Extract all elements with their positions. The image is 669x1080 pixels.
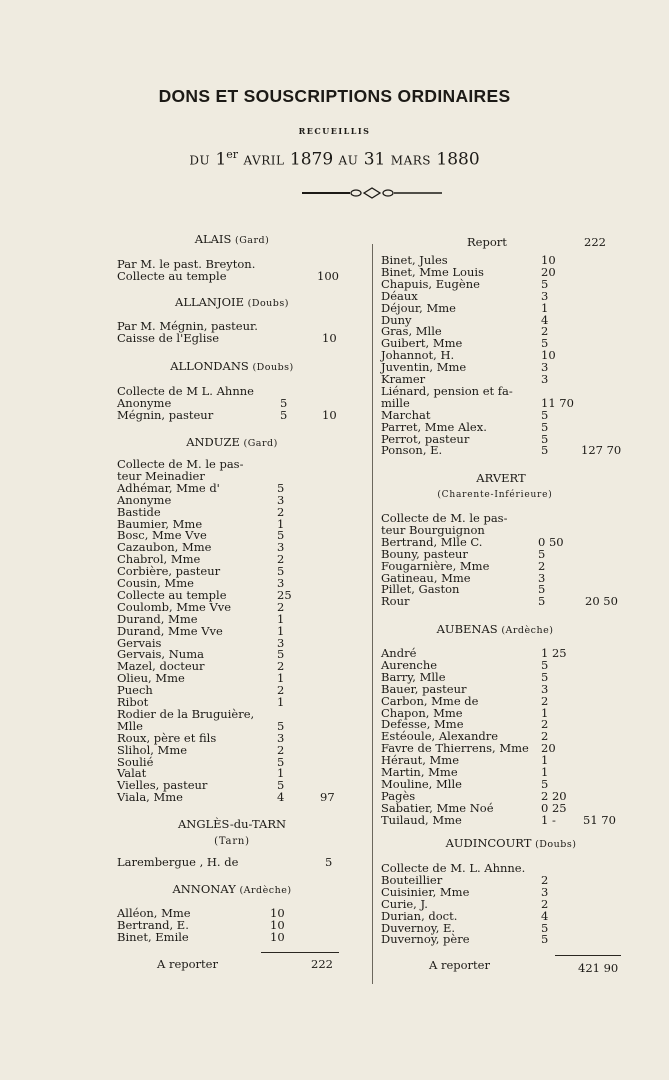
list-item bbox=[381, 790, 621, 802]
recueillis-label: RECUEILLIS bbox=[298, 126, 371, 136]
entry-amount: 1 bbox=[277, 623, 285, 638]
entry-name: Durand, Mme Vve bbox=[117, 623, 223, 638]
entry-amount: 5 bbox=[541, 419, 549, 434]
entry-amount: 5 bbox=[541, 932, 549, 947]
entry-name: Binet, Mme Louis bbox=[381, 264, 484, 279]
entry-amount: 10 bbox=[541, 253, 556, 267]
list-item bbox=[381, 933, 621, 945]
entry-amount: 4 bbox=[541, 908, 549, 923]
date-au: AU bbox=[338, 153, 359, 168]
entry-total: 100 bbox=[317, 268, 339, 283]
entry-amount: 5 bbox=[541, 776, 549, 791]
list-item bbox=[117, 494, 347, 506]
section-heading bbox=[117, 233, 347, 247]
entry-name: Defesse, Mme bbox=[381, 717, 464, 732]
entry-name: Gatineau, Mme bbox=[381, 570, 471, 585]
entry-amount: 5 bbox=[277, 718, 285, 733]
entry-total: 10 bbox=[322, 330, 337, 345]
date-du: DU bbox=[189, 153, 211, 168]
list-item bbox=[117, 756, 347, 768]
entry-name: Gervais, Numa bbox=[117, 647, 204, 662]
entry-name: Valat bbox=[117, 766, 147, 781]
date-day1: 1 bbox=[215, 149, 227, 170]
entry-amount: 3 bbox=[277, 576, 285, 590]
entry-name: Ribot bbox=[117, 695, 149, 709]
entry-name: Vielles, pasteur bbox=[117, 778, 208, 793]
entry-name: Rour bbox=[381, 594, 410, 609]
entry-amount: 2 20 bbox=[541, 788, 567, 803]
section-heading bbox=[381, 472, 621, 485]
list-item bbox=[381, 595, 621, 607]
list-item bbox=[381, 302, 621, 314]
entry-amount: 25 bbox=[277, 587, 292, 602]
entry-name: Collecte de M. le pas- bbox=[117, 457, 244, 471]
date-year1: 1879 bbox=[289, 149, 334, 170]
entry-name: Parret, Mme Alex. bbox=[381, 419, 487, 434]
entry-amount: 11 70 bbox=[541, 395, 574, 410]
list-item bbox=[117, 409, 347, 421]
entry-name: Estéoule, Alexandre bbox=[381, 729, 499, 744]
entry-amount: 2 bbox=[277, 742, 285, 757]
footer-rule bbox=[555, 955, 621, 956]
entry-amount: 1 bbox=[541, 300, 549, 315]
entry-name: Mlle bbox=[117, 718, 143, 733]
entry-name: Durand, Mme bbox=[117, 611, 198, 626]
list-item bbox=[381, 290, 621, 302]
section-heading bbox=[117, 883, 347, 897]
entry-amount: 5 bbox=[541, 431, 549, 446]
entry-amount: 1 bbox=[277, 516, 285, 531]
entry-name: Barry, Mlle bbox=[381, 669, 446, 684]
entry-name: Johannot, H. bbox=[381, 348, 455, 363]
entry-name: Perrot, pasteur bbox=[381, 431, 470, 446]
entry-amount: 2 bbox=[277, 683, 285, 698]
section-place: ANGLÈS-du-TARN bbox=[177, 817, 287, 831]
entry-name: Déaux bbox=[381, 288, 418, 303]
entry-name: Carbon, Mme de bbox=[381, 693, 479, 708]
entry-name: Mégnin, pasteur bbox=[117, 407, 214, 422]
section-region: (Charente-Inférieure) bbox=[437, 490, 553, 500]
list-item bbox=[381, 536, 621, 548]
section-heading bbox=[117, 818, 347, 831]
entry-name: Collecte au temple bbox=[117, 268, 227, 283]
section-place: ALAIS bbox=[194, 232, 232, 246]
reporter-total: 222 bbox=[311, 957, 333, 971]
list-item bbox=[117, 625, 347, 637]
date-year2: 1880 bbox=[436, 149, 480, 170]
entry-amount: 5 bbox=[277, 564, 285, 579]
section-region: (Gard) bbox=[235, 235, 270, 246]
reporter-label: A reporter bbox=[157, 957, 218, 971]
entry-amount: 3 bbox=[538, 570, 546, 585]
entry-name: Collecte au temple bbox=[117, 587, 227, 602]
entry-amount: 5 bbox=[277, 647, 285, 662]
entry-name: Tuilaud, Mme bbox=[381, 812, 462, 827]
section-heading bbox=[117, 360, 347, 374]
entry-name: teur Meinadier bbox=[117, 468, 205, 483]
list-item bbox=[381, 444, 621, 456]
entry-name: Coulomb, Mme Vve bbox=[117, 599, 232, 614]
entry-amount: 5 bbox=[277, 754, 285, 769]
entry-name: Binet, Jules bbox=[381, 253, 448, 267]
entry-amount: 10 bbox=[270, 906, 285, 920]
entry-amount: 5 bbox=[280, 395, 288, 410]
entry-name: Mouline, Mlle bbox=[381, 776, 462, 791]
entry-name: teur Bourguignon bbox=[381, 522, 485, 537]
entry-name: Bertrand, E. bbox=[117, 917, 189, 932]
entry-name: Chapuis, Eugène bbox=[381, 276, 480, 291]
entry-name: Binet, Emile bbox=[117, 929, 189, 944]
list-item bbox=[117, 506, 347, 518]
entry-name: Caisse de l'Eglise bbox=[117, 330, 220, 345]
list-item bbox=[381, 548, 621, 560]
entry-name: Pillet, Gaston bbox=[381, 582, 460, 597]
entry-amount: 3 bbox=[541, 884, 549, 899]
entry-total: 51 70 bbox=[583, 812, 616, 827]
entry-name: Duvernoy, E. bbox=[381, 920, 456, 935]
entry-amount: 5 bbox=[280, 407, 288, 422]
entry-amount: 4 bbox=[541, 312, 549, 327]
list-item bbox=[381, 695, 621, 707]
entry-name: Duvernoy, père bbox=[381, 932, 470, 947]
list-item bbox=[381, 814, 621, 826]
entry-amount: 3 bbox=[541, 360, 549, 375]
entry-name: Collecte de M. le pas- bbox=[381, 511, 508, 525]
entry-name: Collecte de M. L. Ahnne. bbox=[381, 861, 526, 875]
entry-name: Corbière, pasteur bbox=[117, 564, 221, 579]
entry-total: 127 70 bbox=[581, 443, 622, 458]
section-place: ANNONAY bbox=[172, 882, 236, 896]
entry-amount: 20 bbox=[541, 264, 556, 279]
entry-amount: 2 bbox=[277, 599, 285, 614]
section-heading bbox=[117, 436, 347, 450]
entry-amount: 1 bbox=[541, 753, 549, 768]
list-item bbox=[117, 601, 347, 613]
entry-name: Collecte de M L. Ahnne bbox=[117, 384, 254, 398]
entry-total: 20 50 bbox=[585, 594, 618, 609]
list-item bbox=[381, 385, 621, 397]
entry-amount: 1 bbox=[277, 671, 285, 686]
section-region: (Ardèche) bbox=[239, 885, 292, 896]
footer-rule bbox=[261, 952, 339, 953]
entry-name: Olieu, Mme bbox=[117, 671, 185, 686]
entry-name: Bosc, Mme Vve bbox=[117, 528, 207, 543]
section-heading bbox=[401, 837, 621, 851]
entry-amount: 3 bbox=[541, 372, 549, 386]
report-line bbox=[381, 236, 621, 248]
entry-amount: 3 bbox=[541, 288, 549, 303]
section-region: (Doubs) bbox=[535, 839, 577, 850]
section-place: AUBENAS bbox=[436, 622, 498, 636]
entry-name: Gervais bbox=[117, 635, 162, 650]
entry-amount: 10 bbox=[270, 917, 285, 932]
entry-name: Par M. Mégnin, pasteur. bbox=[117, 319, 258, 333]
entry-amount: 5 bbox=[541, 669, 549, 684]
entry-name: Kramer bbox=[381, 372, 426, 386]
page-title: DONS ET SOUSCRIPTIONS ORDINAIRES bbox=[158, 86, 511, 106]
entry-amount: 2 bbox=[541, 717, 549, 732]
entry-name: Chapon, Mme bbox=[381, 705, 463, 720]
section-region: (Ardèche) bbox=[501, 625, 554, 636]
entry-total: 97 bbox=[320, 790, 335, 805]
entry-amount: 3 bbox=[541, 681, 549, 696]
entry-name: Baumier, Mme bbox=[117, 516, 203, 531]
section-region: (Doubs) bbox=[252, 362, 294, 373]
section-place: ARVERT bbox=[476, 471, 526, 485]
entry-amount: 2 bbox=[541, 693, 549, 708]
entry-amount: 5 bbox=[541, 407, 549, 422]
entry-name: Bastide bbox=[117, 504, 161, 519]
entry-name: Favre de Thierrens, Mme bbox=[381, 741, 529, 756]
list-item bbox=[381, 886, 621, 898]
list-item bbox=[381, 671, 621, 683]
entry-amount: 3 bbox=[277, 730, 285, 745]
section-region: (Gard) bbox=[243, 438, 278, 449]
section-region: (Doubs) bbox=[247, 298, 289, 309]
entry-amount: 5 bbox=[541, 443, 549, 458]
entry-name: Slihol, Mme bbox=[117, 742, 188, 757]
entry-name: Aurenche bbox=[381, 657, 438, 672]
entry-amount: 5 bbox=[538, 582, 546, 597]
entry-amount: 10 bbox=[270, 929, 285, 944]
entry-name: André bbox=[381, 646, 417, 660]
entry-amount: 2 bbox=[277, 659, 285, 674]
entry-name: Durian, doct. bbox=[381, 908, 458, 923]
list-item bbox=[117, 931, 347, 943]
entry-amount: 5 bbox=[538, 546, 546, 561]
list-item bbox=[381, 778, 621, 790]
list-item bbox=[381, 898, 621, 910]
entry-name: Gras, Mlle bbox=[381, 324, 442, 339]
list-item bbox=[117, 732, 347, 744]
entry-name: Alléon, Mme bbox=[117, 906, 191, 920]
entry-name: Liénard, pension et fa- bbox=[381, 383, 513, 398]
entry-name: Duny bbox=[381, 312, 412, 327]
list-item bbox=[381, 910, 621, 922]
entry-amount: 1 bbox=[277, 611, 285, 626]
entry-name: Mazel, docteur bbox=[117, 659, 205, 674]
entry-name: Cousin, Mme bbox=[117, 576, 194, 590]
section-place: AUDINCOURT bbox=[445, 836, 532, 850]
list-item bbox=[381, 278, 621, 290]
entry-name: Anonyme bbox=[117, 492, 172, 507]
date-er: er bbox=[226, 148, 239, 161]
entry-name: Chabrol, Mme bbox=[117, 552, 201, 567]
entry-total: 5 bbox=[325, 855, 333, 869]
list-item bbox=[117, 791, 347, 803]
list-item bbox=[117, 744, 347, 756]
entry-amount: 0 50 bbox=[538, 534, 564, 549]
left-column bbox=[117, 0, 347, 1080]
entry-name: Guibert, Mme bbox=[381, 336, 463, 351]
entry-name: Anonyme bbox=[117, 395, 172, 410]
section-place: ALLONDANS bbox=[170, 359, 249, 373]
list-item bbox=[117, 684, 347, 696]
list-item bbox=[381, 397, 621, 409]
entry-amount: 2 bbox=[277, 552, 285, 567]
entry-amount: 0 25 bbox=[541, 800, 567, 815]
list-item bbox=[117, 613, 347, 625]
entry-name: Juventin, Mme bbox=[381, 360, 467, 375]
entry-name: Roux, père et fils bbox=[117, 730, 217, 745]
reporter-total: 421 90 bbox=[578, 961, 619, 975]
report-amount: 222 bbox=[584, 235, 606, 249]
entry-amount: 2 bbox=[277, 504, 285, 519]
entry-total: 10 bbox=[322, 407, 337, 422]
entry-amount: 5 bbox=[541, 657, 549, 672]
entry-amount: 2 bbox=[541, 729, 549, 744]
list-item bbox=[117, 482, 347, 494]
list-item bbox=[117, 720, 347, 732]
reporter-label: A reporter bbox=[429, 958, 490, 972]
entry-name: mille bbox=[381, 395, 410, 410]
entry-amount: 5 bbox=[541, 276, 549, 291]
date-mars: MARS bbox=[390, 153, 431, 168]
entry-amount: 1 bbox=[277, 766, 285, 781]
entry-name: Soulié bbox=[117, 754, 154, 769]
entry-name: Curie, J. bbox=[381, 896, 428, 911]
entry-amount: 5 bbox=[538, 594, 546, 609]
list-item bbox=[381, 683, 621, 695]
section-heading bbox=[117, 296, 347, 310]
list-item bbox=[381, 421, 621, 433]
section-place: ANDUZE bbox=[186, 435, 240, 449]
entry-name: Fougarnière, Mme bbox=[381, 558, 490, 573]
entry-amount: 1 bbox=[541, 705, 549, 720]
entry-name: Cuisinier, Mme bbox=[381, 884, 470, 899]
list-item bbox=[117, 856, 347, 868]
entry-amount: 3 bbox=[277, 635, 285, 650]
section-place: ALLANJOIE bbox=[175, 295, 244, 309]
list-item bbox=[117, 270, 347, 282]
date-avril: AVRIL bbox=[243, 153, 285, 168]
entry-amount: 2 bbox=[541, 896, 549, 911]
entry-amount: 2 bbox=[541, 872, 549, 887]
entry-amount: 4 bbox=[277, 790, 285, 805]
entry-name: Viala, Mme bbox=[117, 790, 183, 805]
entry-name: Pagès bbox=[381, 788, 416, 803]
entry-name: Adhémar, Mme d' bbox=[117, 480, 220, 495]
entry-amount: 3 bbox=[277, 540, 285, 555]
entry-amount: 2 bbox=[541, 324, 549, 339]
right-column bbox=[381, 0, 621, 1080]
entry-amount: 2 bbox=[538, 558, 546, 573]
entry-name: Bertrand, Mlle C. bbox=[381, 534, 483, 549]
entry-amount: 1 25 bbox=[541, 646, 567, 660]
entry-amount: 1 bbox=[277, 695, 285, 709]
entry-name: Rodier de la Bruguière, bbox=[117, 706, 255, 721]
entry-amount: 5 bbox=[277, 528, 285, 543]
entry-name: Sabatier, Mme Noé bbox=[381, 800, 494, 815]
entry-name: Bouny, pasteur bbox=[381, 546, 468, 561]
column-divider bbox=[372, 244, 373, 984]
entry-name: Puech bbox=[117, 683, 153, 698]
entry-name: Déjour, Mme bbox=[381, 300, 456, 315]
entry-name: Par M. le past. Breyton. bbox=[117, 257, 256, 271]
entry-name: Bauer, pasteur bbox=[381, 681, 467, 696]
entry-amount: 1 bbox=[541, 765, 549, 779]
date-day2: 31 bbox=[363, 149, 386, 170]
section-heading bbox=[369, 623, 621, 637]
entry-amount: 5 bbox=[541, 920, 549, 935]
entry-name: Larembergue , H. de bbox=[117, 855, 239, 869]
list-item bbox=[381, 802, 621, 814]
entry-name: Cazaubon, Mme bbox=[117, 540, 212, 555]
entry-amount: 1 - bbox=[541, 812, 556, 827]
list-item bbox=[381, 560, 621, 572]
report-label: Report bbox=[467, 235, 507, 249]
entry-name: Bouteillier bbox=[381, 872, 443, 887]
entry-amount: 3 bbox=[277, 492, 285, 507]
entry-amount: 5 bbox=[541, 336, 549, 351]
entry-name: Héraut, Mme bbox=[381, 753, 460, 768]
entry-amount: 10 bbox=[541, 348, 556, 363]
entry-amount: 5 bbox=[277, 480, 285, 495]
entry-name: Martin, Mme bbox=[381, 765, 458, 779]
entry-amount: 20 bbox=[541, 741, 556, 756]
entry-amount: 5 bbox=[277, 778, 285, 793]
list-item bbox=[117, 332, 347, 344]
entry-name: Ponson, E. bbox=[381, 443, 443, 458]
section-region: (Tarn) bbox=[214, 836, 250, 847]
entry-name: Marchat bbox=[381, 407, 431, 422]
list-item bbox=[117, 708, 347, 720]
list-item bbox=[381, 409, 621, 421]
